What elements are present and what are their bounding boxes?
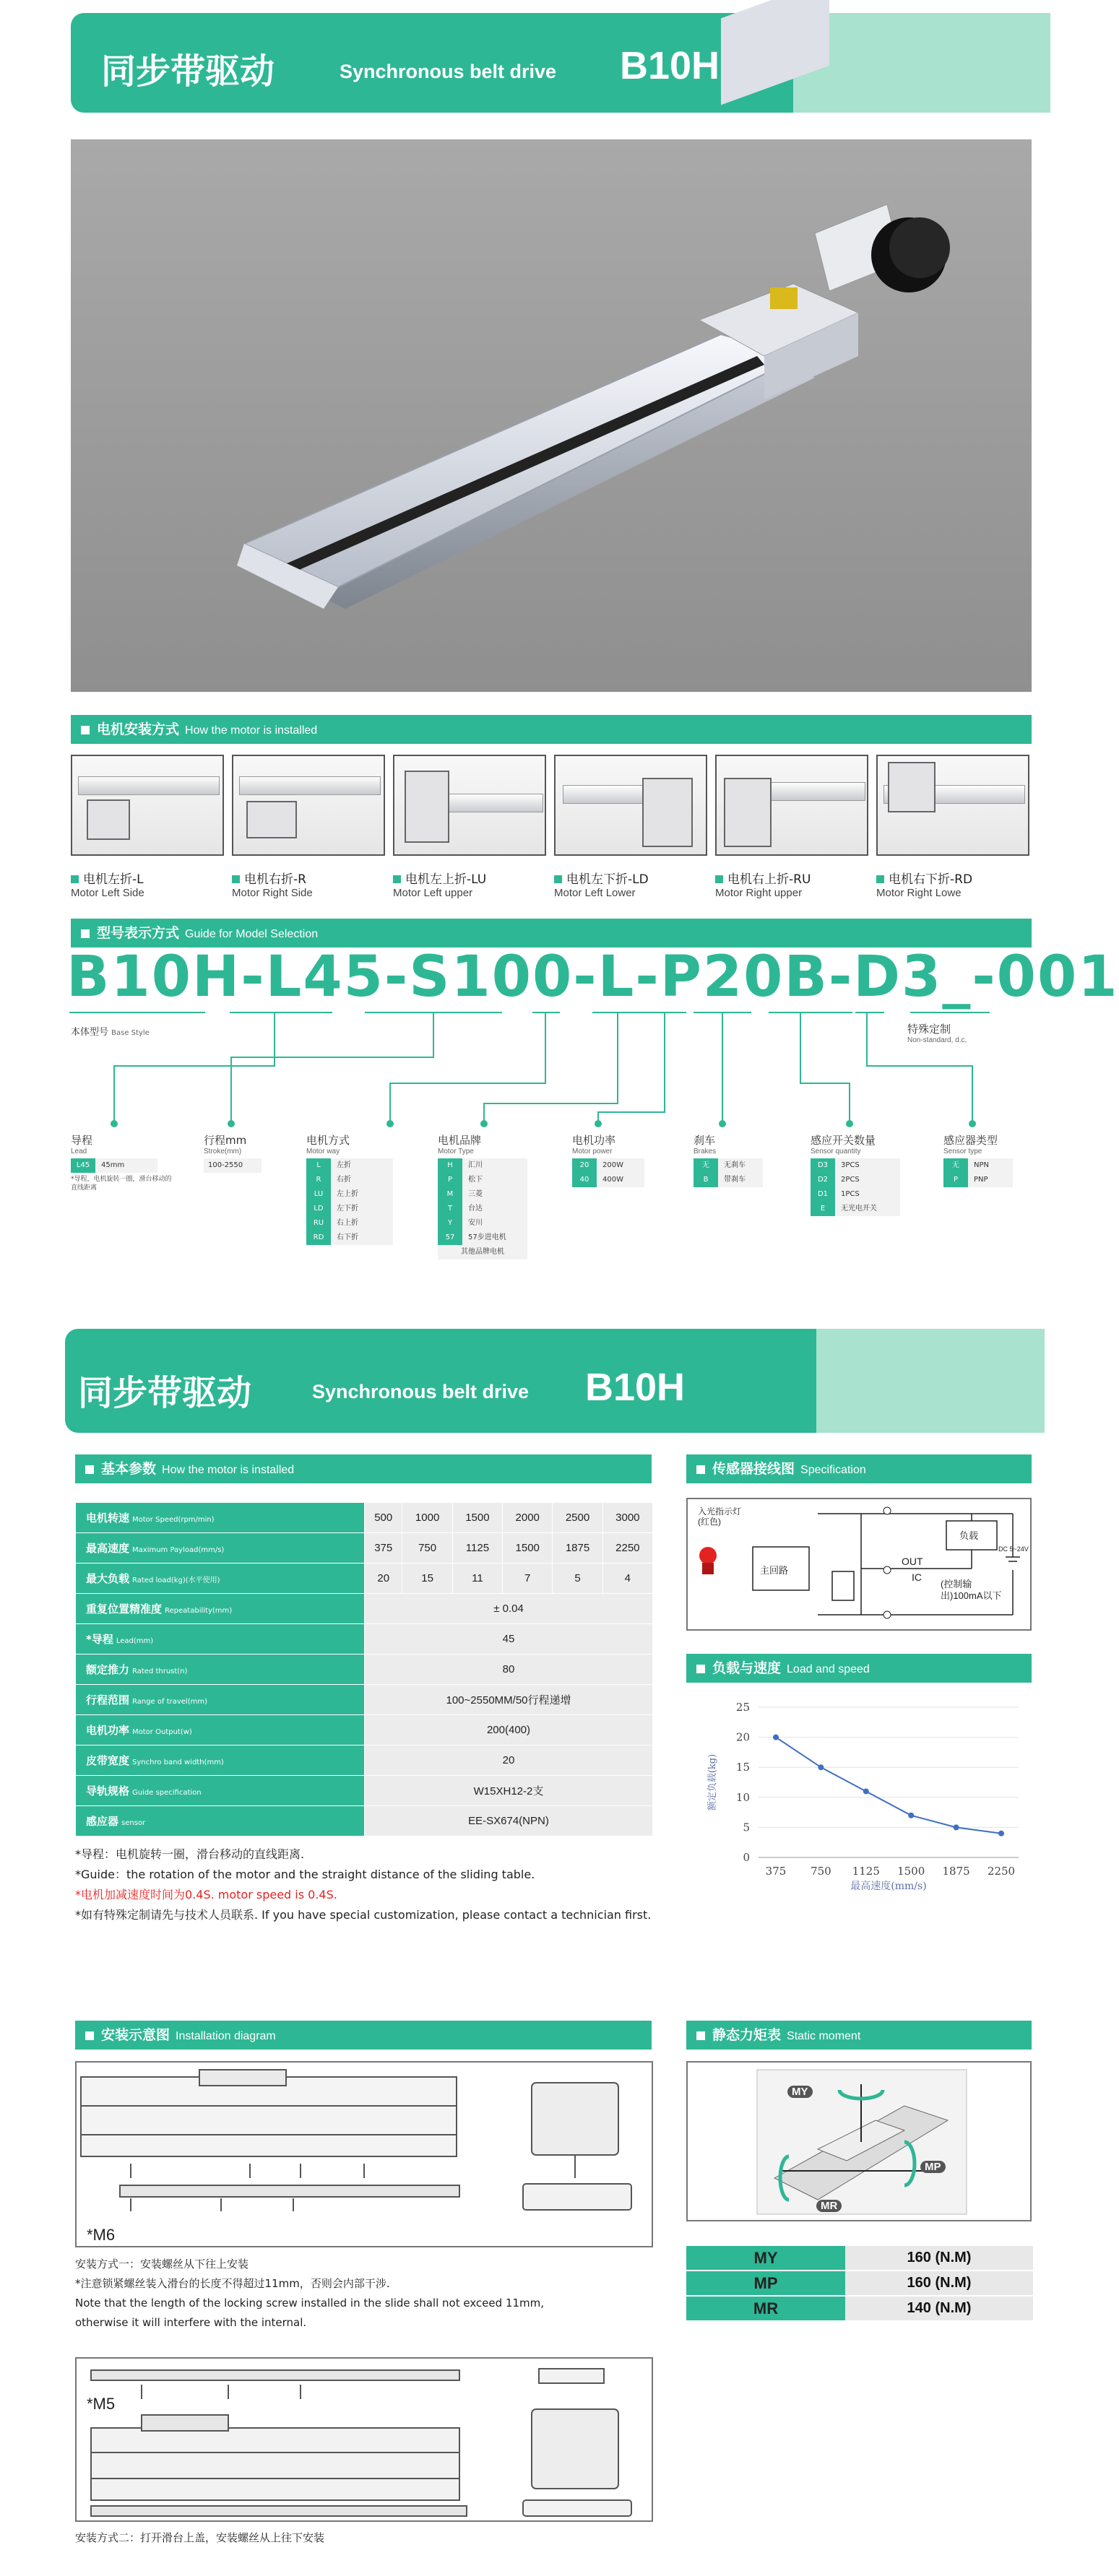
chart-point — [818, 1764, 824, 1770]
code-stroke: S100 — [409, 945, 574, 1010]
model-code: B10H-L45-S100-L-P20B-D3_-001 — [66, 945, 1119, 1010]
moment-table — [686, 2246, 1033, 2322]
mount-label-ru-en: Motor Right upper — [715, 887, 803, 899]
sensor-section-bar: 传感器接线图 Specification — [686, 1454, 1032, 1483]
table-row: 皮带宽度 Synchro band width(mm) 20 — [76, 1745, 653, 1776]
code-sensor-type: _ — [942, 945, 972, 1010]
lead-label: 导程 Lead — [71, 1134, 93, 1155]
sensor-lamp-label: 入光指示灯(红色) — [698, 1506, 742, 1527]
table-row: MY 160 (N.M) — [686, 2246, 1033, 2270]
chart-x-tick: 750 — [811, 1865, 831, 1878]
install-way2-note: 安装方式二：打开滑台上盖，安装螺丝从上往下安装 — [75, 2531, 325, 2544]
mount-thumb-ru — [715, 755, 868, 856]
mount-thumb-rd — [876, 755, 1029, 856]
sensor-ic-label: IC — [912, 1571, 922, 1583]
banner-title-cn: 同步带驱动 — [101, 51, 275, 92]
sensor-dc-label: DC 5~24V — [998, 1545, 1029, 1553]
table-row: 最高速度 Maximum Payload(mm/s) 375 750 1125 1500 1875 2250 — [76, 1533, 653, 1564]
sensor-type-options: 无 NPN P PNP — [943, 1158, 1013, 1187]
mount-label-l-en: Motor Left Side — [71, 887, 144, 899]
moment-my-tag: MY — [787, 2086, 813, 2098]
motor-type-label: 电机品牌 Motor Type — [438, 1134, 482, 1155]
code-base: B10H — [66, 945, 241, 1010]
way-options: L 左折 R 右折 LU 左上折 LD 左下折 RU 右上折 RD 右下折 — [306, 1158, 393, 1245]
table-row: 导轨规格 Guide specification W15XH12-2支 — [76, 1776, 653, 1806]
chart-y-tick: 15 — [735, 1761, 750, 1774]
m5-label: *M5 — [87, 2395, 116, 2413]
loadspeed-section-bar: 负载与速度 Load and speed — [686, 1654, 1032, 1683]
actuator-illustration — [71, 139, 1032, 692]
chart-point — [863, 1788, 869, 1794]
motor-type-options: H 汇川 P 松下 M 三菱 T 台达 Y 安川 57 57步进电机 其他品牌电机 — [438, 1158, 527, 1259]
mount-label-lu-en: Motor Left upper — [393, 887, 473, 899]
chart-y-tick: 25 — [735, 1701, 750, 1714]
load-speed-chart — [686, 1693, 1032, 1892]
chart-x-tick: 1500 — [897, 1865, 925, 1878]
sensor-output-spec: (控制输出)100mA以下 — [941, 1579, 1002, 1601]
mount-thumb-ld — [554, 755, 707, 856]
table-row: 感应器 sensor EE-SX674(NPN) — [76, 1806, 653, 1836]
moment-diagram — [686, 2061, 1032, 2221]
table-row: MP 160 (N.M) — [686, 2271, 1033, 2295]
mount-label-lu: 电机左上折-LU — [393, 869, 486, 887]
moment-mr-tag: MR — [816, 2200, 842, 2212]
code-way: L — [597, 945, 636, 1010]
brake-options: 无 无刹车 B 带刹车 — [694, 1158, 763, 1187]
code-brake: B — [784, 945, 829, 1010]
code-special: -001 — [972, 945, 1119, 1010]
banner2-model: B10H — [585, 1366, 686, 1409]
table-row: MR 140 (N.M) — [686, 2297, 1033, 2320]
mount-label-rd: 电机右下折-RD — [876, 869, 972, 887]
chart-x-tick: 1875 — [942, 1865, 970, 1878]
mount-thumb-r — [232, 755, 385, 856]
sensor-qty-label: 感应开关数量 Sensor quantity — [811, 1134, 876, 1155]
sensor-load-label: 负载 — [959, 1530, 979, 1541]
table-row: 电机转速 Motor Speed(rpm/min) 500 1000 1500 2000 2500 3000 — [76, 1503, 653, 1533]
install-section-bar: 安装示意图 Installation diagram — [75, 2021, 652, 2050]
code-sensor-qty: D3 — [853, 945, 943, 1010]
sensor-type-label: 感应器类型 Sensor type — [943, 1134, 998, 1155]
table-row: 重复位置精准度 Repeatability(mm) ± 0.04 — [76, 1594, 653, 1624]
way-label: 电机方式 Motor way — [306, 1134, 350, 1155]
stroke-options: 100-2550 — [204, 1158, 262, 1173]
install-way1-notes: 安装方式一：安装螺丝从下往上安装 *注意锁紧螺丝装入滑台的长度不得超过11mm，否则会内部干涉. Note that the length of the locking screw installed in the slide shall not exceed 11mm, otherwise it will interfere with the internal. — [75, 2258, 544, 2329]
chart-point — [908, 1813, 914, 1818]
product-photo — [71, 139, 1032, 692]
mount-label-ru: 电机右上折-RU — [715, 869, 811, 887]
chart-y-tick: 20 — [735, 1730, 750, 1744]
base-style-label: 本体型号 Base Style — [71, 1027, 150, 1038]
load-speed-chart-svg — [686, 1693, 1032, 1892]
mount-thumb-l — [71, 755, 224, 856]
spec-notes: *导程：电机旋转一圈，滑台移动的直线距离. *Guide：the rotation of the motor and the straight distance of the sliding table. *电机加减速度时间为0.4S. motor speed is 0.4S. *如有特殊定制请先与技术人员联系. If you have special customization, please contact a technician first. — [75, 1847, 652, 1922]
mount-label-ld: 电机左下折-LD — [554, 869, 649, 887]
mount-label-r: 电机右折-R — [232, 869, 306, 887]
sensor-wiring-diagram — [686, 1498, 1032, 1631]
chart-point — [954, 1824, 959, 1830]
basic-params-table — [75, 1502, 653, 1836]
sensor-out-label: OUT — [902, 1556, 923, 1567]
mount-label-rd-en: Motor Right Lowe — [876, 887, 962, 899]
mount-label-r-en: Motor Right Side — [232, 887, 313, 899]
brake-label: 刹车 Brakes — [694, 1134, 717, 1155]
mount-label-ld-en: Motor Left Lower — [554, 887, 636, 899]
chart-y-tick: 5 — [743, 1821, 750, 1834]
moment-section-bar: 静态力矩表 Static moment — [686, 2021, 1032, 2050]
table-row: 额定推力 Rated thrust(n) 80 — [76, 1655, 653, 1685]
code-lead: L45 — [265, 945, 384, 1010]
banner-title-en: Synchronous belt drive — [340, 61, 557, 82]
table-row: 最大负载 Rated load(kg)(水平使用) 20 15 11 7 5 4 — [76, 1564, 653, 1594]
mount-thumb-lu — [393, 755, 546, 856]
chart-y-tick: 0 — [743, 1851, 750, 1864]
install-diagram-2 — [75, 2357, 653, 2522]
table-row: 行程范围 Range of travel(mm) 100~2550MM/50行程递增 — [76, 1685, 653, 1715]
basic-section-bar: 基本参数 How the motor is installed — [75, 1454, 652, 1483]
lead-note: *导程，电机旋转一圈，滑台移动的直线距离 — [71, 1176, 172, 1192]
banner2-title-cn: 同步带驱动 — [78, 1373, 252, 1413]
chart-y-tick: 10 — [735, 1790, 750, 1804]
lead-options: L45 45mm *导程，电机旋转一圈，滑台移动的直线距离 — [71, 1158, 157, 1192]
moment-mp-tag: MP — [920, 2161, 946, 2173]
banner-model: B10H — [620, 44, 720, 87]
code-power: P20 — [660, 945, 785, 1010]
motor-power-options: 20 200W 40 400W — [572, 1158, 644, 1187]
header-banner-2 — [65, 1329, 1045, 1433]
m6-label: *M6 — [87, 2226, 116, 2244]
special-label: 特殊定制 Non-standard, d.c, — [907, 1023, 967, 1044]
chart-x-label: 最高速度(mm/s) — [850, 1881, 927, 1892]
mount-label-l: 电机左折-L — [71, 869, 144, 887]
sensor-qty-options: D3 3PCS D2 2PCS D1 1PCS E 无光电开关 — [811, 1158, 900, 1216]
stroke-label: 行程mm Stroke(mm) — [204, 1134, 247, 1155]
guide-section-bar: 型号表示方式 Guide for Model Selection — [71, 919, 1032, 947]
sensor-main-label: 主回路 — [760, 1565, 789, 1576]
banner2-title-en: Synchronous belt drive — [312, 1381, 530, 1402]
chart-point — [773, 1735, 779, 1740]
chart-x-tick: 375 — [765, 1865, 787, 1878]
table-row: *导程 Lead(mm) 45 — [76, 1624, 653, 1655]
install-diagram-1 — [75, 2061, 653, 2247]
header-banner-1 — [71, 13, 1050, 113]
chart-y-label: 额定负载(kg) — [707, 1753, 718, 1811]
chart-x-tick: 2250 — [987, 1865, 1016, 1878]
motor-power-label: 电机功率 Motor power — [572, 1134, 616, 1155]
table-row: 电机功率 Motor Output(w) 200(400) — [76, 1715, 653, 1745]
chart-series-line — [776, 1738, 1001, 1834]
chart-x-tick: 1125 — [852, 1865, 880, 1878]
mount-section-bar: 电机安装方式 How the motor is installed — [71, 715, 1032, 744]
chart-point — [998, 1831, 1004, 1836]
